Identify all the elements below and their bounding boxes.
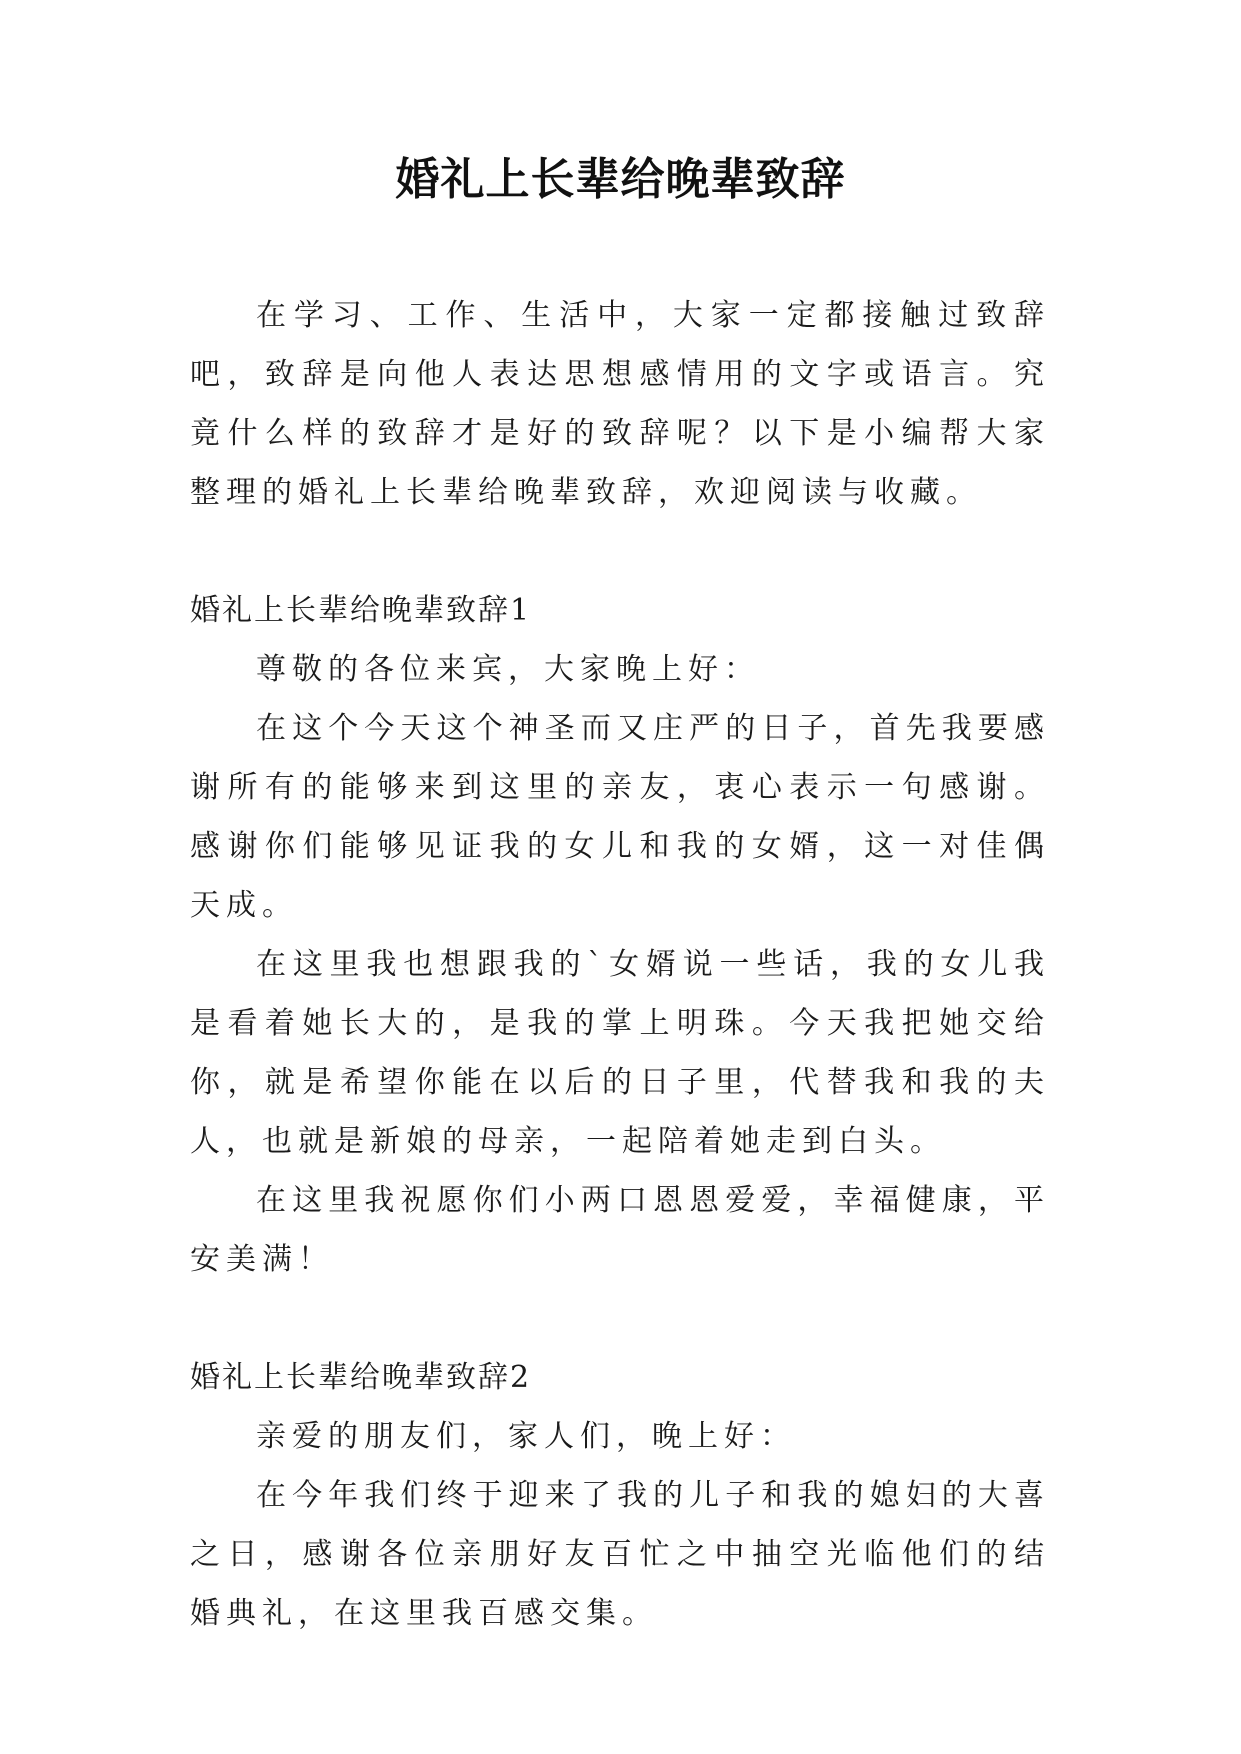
section-1-paragraph-2: 在这个今天这个神圣而又庄严的日子，首先我要感谢所有的能够来到这里的亲友，衷心表示一句感谢。感谢你们能够见证我的女儿和我的女婿，这一对佳偶天成。 — [190, 711, 1050, 923]
section-2-paragraph-2: 在今年我们终于迎来了我的儿子和我的媳妇的大喜之日，感谢各位亲朋好友百忙之中抽空光临他们的结婚典礼，在这里我百感交集。 — [190, 1478, 1050, 1631]
section-gap — [190, 1289, 1050, 1348]
section-1-paragraph-3: 在这里我也想跟我的`女婿说一些话，我的女儿我是看着她长大的，是我的掌上明珠。今天我把她交给你，就是希望你能在以后的日子里，代替我和我的夫人，也就是新娘的母亲，一起陪着她走到白头。 — [190, 947, 1050, 1159]
document-body — [190, 286, 1050, 1643]
section-gap — [190, 522, 1050, 581]
section-heading-2: 婚礼上长辈给晚辈致辞2 — [190, 1360, 532, 1395]
section-2-paragraph-1: 亲爱的朋友们，家人们，晚上好： — [256, 1419, 796, 1454]
section-1-paragraph-1: 尊敬的各位来宾，大家晚上好： — [256, 652, 760, 687]
document-title: 婚礼上长辈给晚辈致辞 — [395, 154, 846, 205]
intro-paragraph: 在学习、工作、生活中，大家一定都接触过致辞吧，致辞是向他人表达思想感情用的文字或语言。究竟什么样的致辞才是好的致辞呢？以下是小编帮大家整理的婚礼上长辈给晚辈致辞，欢迎阅读与收藏。 — [190, 298, 1050, 510]
section-1-paragraph-4: 在这里我祝愿你们小两口恩恩爱爱，幸福健康，平安美满！ — [190, 1183, 1050, 1277]
section-heading-1: 婚礼上长辈给晚辈致辞1 — [190, 593, 532, 628]
